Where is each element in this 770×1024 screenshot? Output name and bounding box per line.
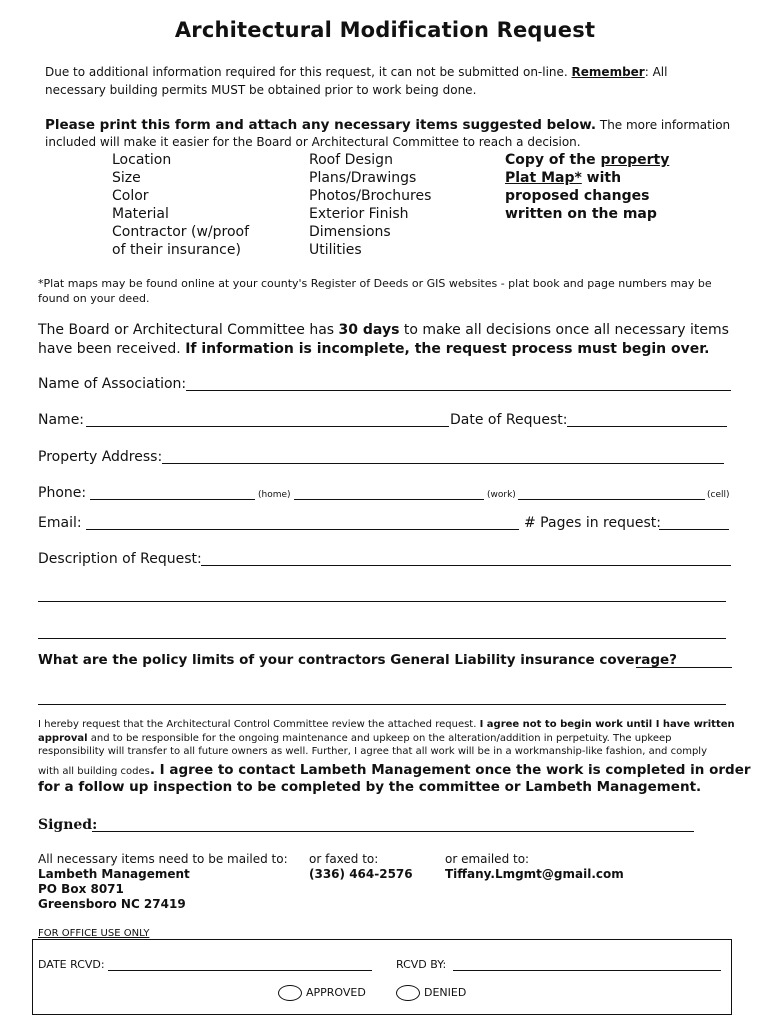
- rcvd-by-label: RCVD BY:: [396, 958, 447, 971]
- agree-codes: with all building codes: [38, 766, 150, 777]
- plat-line-3: proposed changes: [505, 188, 650, 204]
- plat-line-4: written on the map: [505, 206, 657, 222]
- pages-input[interactable]: [659, 529, 729, 530]
- agree-bold-1: I agree not to begin work until I have written: [479, 719, 735, 730]
- denied-radio-icon[interactable]: [396, 985, 420, 1001]
- print-instructions-line-1: [45, 116, 730, 134]
- fax-number: (336) 464-2576: [309, 867, 413, 881]
- item-exterior: Exterior Finish: [309, 206, 409, 222]
- office-use-box: [32, 939, 732, 1015]
- fax-label: or faxed to:: [309, 852, 379, 866]
- board-line-2: [38, 340, 709, 358]
- email-address: Tiffany.Lmgmt@gmail.com: [445, 867, 624, 881]
- items-column-3: [505, 151, 669, 223]
- plat-copy-text: Copy of the: [505, 152, 601, 168]
- description-input[interactable]: [201, 565, 731, 566]
- agree-approval: approval: [38, 733, 88, 744]
- mail-block: [38, 852, 288, 912]
- plat-line-2: [505, 169, 669, 187]
- item-plans: Plans/Drawings: [309, 170, 417, 186]
- approved-option[interactable]: [278, 985, 366, 1001]
- intro-line-1: [45, 64, 667, 81]
- items-column-2: [309, 151, 431, 259]
- date-input[interactable]: [567, 426, 727, 427]
- insurance-question: What are the policy limits of your contractors General Liability insurance coverage?: [38, 652, 677, 668]
- board-warning: If information is incomplete, the request process must begin over.: [185, 341, 710, 357]
- name-input[interactable]: [86, 426, 449, 427]
- plat-note-line-1: *Plat maps may be found online at your county's Register of Deeds or GIS websites - plat book and page numbers may be: [38, 277, 712, 290]
- print-instructions-rest: The more information: [596, 118, 731, 132]
- phone-label: Phone:: [38, 485, 87, 501]
- print-instructions-bold: Please print this form and attach any necessary items suggested below.: [45, 117, 597, 133]
- description-line-3[interactable]: [38, 638, 726, 639]
- email-block: [445, 852, 624, 882]
- office-use-heading: FOR OFFICE USE ONLY: [38, 928, 150, 939]
- item-utilities: Utilities: [309, 242, 362, 258]
- plat-with-text: with: [581, 170, 622, 186]
- board-received: have been received.: [38, 341, 186, 357]
- mail-label: All necessary items need to be mailed to:: [38, 852, 288, 866]
- page-title: Architectural Modification Request: [174, 18, 596, 42]
- agree-line-1: [38, 718, 735, 731]
- item-contractor: Contractor (w/proof: [112, 224, 250, 240]
- agree-text: I hereby request that the Architectural Control Committee review the attached request.: [38, 719, 480, 730]
- plat-map-text: Plat Map*: [505, 170, 582, 186]
- phone-cell-label: (cell): [707, 490, 730, 500]
- agree-contact: . I agree to contact Lambeth Management once the work is completed in order: [149, 762, 751, 778]
- agree-line-3: responsibility will transfer to all future owners as well. Further, I agree that all work will be in a workmanship-like fashion, and comply: [38, 746, 707, 757]
- item-photos: Photos/Brochures: [309, 188, 432, 204]
- plat-property-text: property: [600, 152, 670, 168]
- board-line-1: [38, 321, 729, 339]
- denied-option[interactable]: [396, 985, 466, 1001]
- email-input[interactable]: [86, 529, 519, 530]
- plat-note-line-2: found on your deed.: [38, 292, 150, 305]
- insurance-input[interactable]: [636, 667, 732, 668]
- agree-line-5: for a follow up inspection to be completed by the committee or Lambeth Management.: [38, 779, 702, 795]
- address-input[interactable]: [162, 463, 724, 464]
- board-days: 30 days: [338, 322, 400, 338]
- denied-label: DENIED: [424, 986, 467, 999]
- mail-po-box: PO Box 8071: [38, 882, 124, 896]
- insurance-line-2[interactable]: [38, 704, 726, 705]
- date-rcvd-label: DATE RCVD:: [38, 958, 105, 971]
- print-instructions-line-2: included will make it easier for the Board or Architectural Committee to reach a decision.: [45, 135, 581, 149]
- mail-name: Lambeth Management: [38, 867, 190, 881]
- board-text: The Board or Architectural Committee has: [38, 322, 339, 338]
- description-label: Description of Request:: [38, 551, 202, 567]
- item-roof-design: Roof Design: [309, 152, 393, 168]
- association-label: Name of Association:: [38, 376, 187, 392]
- phone-home-label: (home): [258, 490, 291, 500]
- phone-cell-input[interactable]: [518, 499, 705, 500]
- phone-home-input[interactable]: [90, 499, 255, 500]
- item-material: Material: [112, 206, 169, 222]
- items-column-1: [112, 151, 249, 259]
- intro-text: Due to additional information required for this request, it can not be submitted on-line.: [45, 65, 572, 79]
- name-label: Name:: [38, 412, 85, 428]
- item-color: Color: [112, 188, 149, 204]
- date-label: Date of Request:: [450, 412, 568, 428]
- pages-label: # Pages in request:: [524, 515, 661, 531]
- fax-block: [309, 852, 413, 882]
- item-size: Size: [112, 170, 141, 186]
- intro-text-end: : All: [644, 65, 668, 79]
- phone-work-label: (work): [487, 490, 516, 500]
- rcvd-by-input[interactable]: [453, 970, 721, 971]
- date-rcvd-input[interactable]: [108, 970, 372, 971]
- agree-line-2: [38, 732, 672, 745]
- item-location: Location: [112, 152, 172, 168]
- signed-label: Signed:: [38, 817, 98, 833]
- association-input[interactable]: [186, 390, 731, 391]
- board-text-end: to make all decisions once all necessary items: [399, 322, 729, 338]
- approved-label: APPROVED: [306, 986, 366, 999]
- intro-line-2: necessary building permits MUST be obtained prior to work being done.: [45, 83, 477, 97]
- item-insurance: of their insurance): [112, 242, 241, 258]
- email-label: Email:: [38, 515, 82, 531]
- approved-radio-icon[interactable]: [278, 985, 302, 1001]
- mail-city: Greensboro NC 27419: [38, 897, 186, 911]
- signature-input[interactable]: [92, 831, 694, 832]
- remember-label: Remember: [571, 65, 645, 79]
- email-contact-label: or emailed to:: [445, 852, 530, 866]
- item-dimensions: Dimensions: [309, 224, 391, 240]
- phone-work-input[interactable]: [294, 499, 484, 500]
- description-line-2[interactable]: [38, 601, 726, 602]
- plat-line-1: [505, 151, 669, 169]
- agree-text-2: and to be responsible for the ongoing maintenance and upkeep on the alteration/addition in perpetuity. The upkeep: [87, 733, 672, 744]
- address-label: Property Address:: [38, 449, 163, 465]
